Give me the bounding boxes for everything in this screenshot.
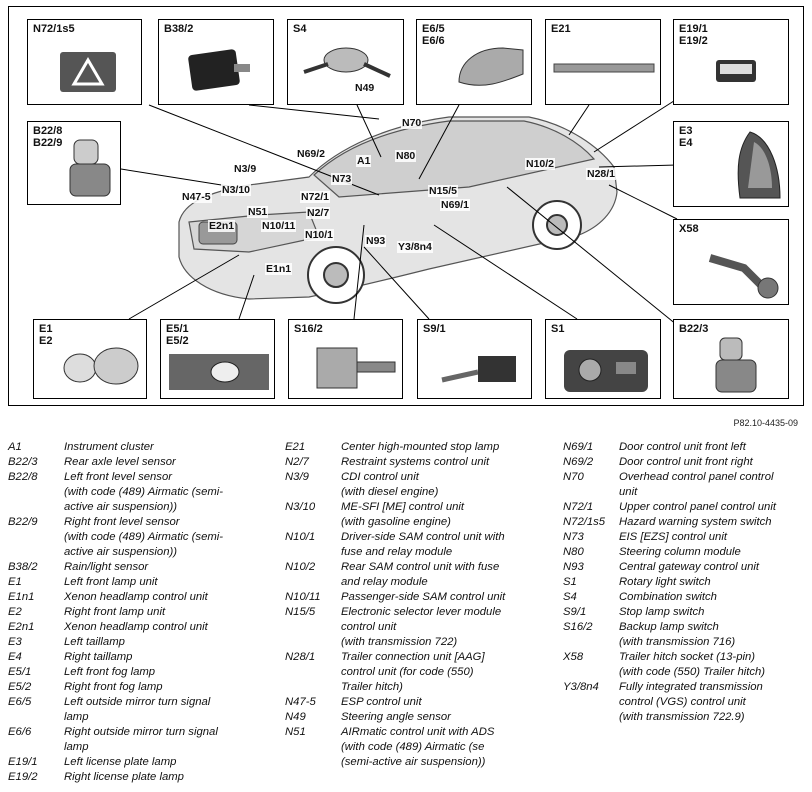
legend-description: Xenon headlamp control unit (64, 621, 208, 633)
legend-row (563, 650, 808, 680)
legend-description: Central gateway control unit (619, 561, 760, 573)
component-box-s1 (545, 319, 661, 399)
stop-lamp-icon (552, 58, 656, 78)
legend-row (285, 605, 560, 650)
legend-column-1 (8, 440, 278, 785)
legend-description: Left outside mirror turn signal lamp (64, 696, 211, 723)
legend-code: N3/10 (285, 501, 316, 513)
legend-row (285, 710, 560, 725)
component-box-label: E21 (551, 23, 571, 35)
legend-description: Passenger-side SAM control unit (341, 591, 506, 603)
legend-description: Left front lamp unit (64, 576, 158, 588)
component-box-label: B22/3 (679, 323, 709, 335)
legend-description: Restraint systems control unit (341, 456, 490, 468)
component-box-e19 (673, 19, 789, 105)
callout-n93: N93 (366, 235, 386, 247)
component-box-n72-1s5 (27, 19, 142, 105)
component-box-e3 (673, 121, 789, 207)
legend-code: E21 (285, 441, 306, 453)
component-location-diagram (8, 6, 804, 406)
legend-description: Right front fog lamp (64, 681, 163, 693)
legend-row (563, 515, 808, 530)
legend-description: Steering column module (619, 546, 741, 558)
legend-code: N69/2 (563, 456, 594, 468)
callout-y3-8n4: Y3/8n4 (398, 241, 432, 253)
legend-row (563, 560, 808, 575)
legend-row (8, 665, 278, 680)
taillamp-icon (730, 128, 786, 204)
legend-row (8, 455, 278, 470)
legend-description: Fully integrated transmission control (VGS) control unit (with transmission 722.9) (619, 681, 763, 723)
legend-code: E1n1 (8, 591, 35, 603)
legend-row (563, 455, 808, 470)
legend-description: Hazard warning system switch (619, 516, 772, 528)
headlamp-icon (58, 340, 144, 396)
component-box-label: E1 E2 (39, 323, 53, 347)
fog-lamp-icon (167, 350, 271, 394)
legend-description: Left front fog lamp (64, 666, 156, 678)
component-box-label: E5/1 E5/2 (166, 323, 189, 347)
legend-row (285, 530, 560, 560)
callout-n2-7: N2/7 (307, 207, 330, 219)
legend-row (8, 725, 278, 755)
legend-description: Electronic selector lever module control unit (with transmission 722) (341, 606, 502, 648)
component-box-label: S16/2 (294, 323, 323, 335)
legend-row (563, 680, 808, 725)
callout-n69-1: N69/1 (441, 199, 470, 211)
legend-row (285, 695, 560, 710)
legend-row (285, 650, 560, 695)
legend-code: N10/11 (285, 591, 321, 603)
legend-description: Overhead control panel control unit (619, 471, 774, 498)
callout-n15-5: N15/5 (429, 185, 458, 197)
component-box-e5 (160, 319, 275, 399)
legend-row (8, 440, 278, 455)
component-box-s9-1 (417, 319, 532, 399)
legend-description: Backup lamp switch (with transmission 716) (619, 621, 736, 648)
callout-n28-1: N28/1 (587, 168, 616, 180)
legend-code: S4 (563, 591, 577, 603)
callout-n70: N70 (402, 117, 422, 129)
callout-e2n1: E2n1 (209, 220, 235, 232)
legend-row (8, 755, 278, 770)
legend-row (285, 455, 560, 470)
legend-description: Xenon headlamp control unit (64, 591, 208, 603)
legend-code: S9/1 (563, 606, 587, 618)
legend-description: Right front level sensor (with code (489) Airmatic (semi- active air suspension)) (64, 516, 224, 558)
legend-code: B38/2 (8, 561, 38, 573)
legend-code: N69/1 (563, 441, 594, 453)
callout-a1: A1 (357, 155, 371, 167)
legend-row (8, 470, 278, 515)
callout-n69-2: N69/2 (297, 148, 326, 160)
legend-code: N2/7 (285, 456, 309, 468)
legend-row (8, 590, 278, 605)
legend-description: Center high-mounted stop lamp (341, 441, 500, 453)
legend-code: E5/1 (8, 666, 32, 678)
legend-description: Trailer connection unit [AAG] control unit (for code (550) Trailer hitch) (341, 651, 485, 693)
legend-row (285, 440, 560, 455)
callout-n80: N80 (396, 150, 416, 162)
combination-switch-icon (298, 38, 394, 88)
legend-code: E6/5 (8, 696, 32, 708)
legend-row (8, 650, 278, 665)
legend-row (563, 620, 808, 650)
legend-row (8, 605, 278, 620)
legend-description: Door control unit front right (619, 456, 753, 468)
callout-n3-9: N3/9 (234, 163, 257, 175)
legend-description: Right license plate lamp (64, 771, 184, 783)
component-box-e6 (416, 19, 532, 105)
legend-row (563, 440, 808, 455)
callout-n51: N51 (248, 206, 268, 218)
callout-n10-11: N10/11 (262, 220, 296, 232)
legend-code: N73 (563, 531, 584, 543)
component-box-label: X58 (679, 223, 699, 235)
hazard-switch-icon (58, 46, 118, 96)
legend-description: AIRmatic control unit with ADS (with code (489) Airmatic (se (semi-active air suspension)) (341, 726, 495, 768)
legend-code: N72/1s5 (563, 516, 606, 528)
legend-description: Left license plate lamp (64, 756, 177, 768)
legend-description: Stop lamp switch (619, 606, 705, 618)
legend-code: N28/1 (285, 651, 316, 663)
mirror-icon (453, 42, 529, 100)
legend-description: Right taillamp (64, 651, 133, 663)
backup-lamp-switch-icon (313, 340, 399, 396)
legend-row (563, 500, 808, 515)
component-box-s16-2 (288, 319, 403, 399)
callout-n72-1: N72/1 (301, 191, 330, 203)
legend-description: Right outside mirror turn signal lamp (64, 726, 218, 753)
legend-description: Driver-side SAM control unit with fuse and relay module (341, 531, 505, 558)
callout-e1n1: E1n1 (266, 263, 292, 275)
legend-description: Trailer hitch socket (13-pin) (with code (550) Trailer hitch) (619, 651, 766, 678)
legend-code: B22/8 (8, 471, 38, 483)
component-box-label: S4 (293, 23, 307, 35)
legend-code: B22/3 (8, 456, 38, 468)
legend-code: E5/2 (8, 681, 32, 693)
component-box-s4 (287, 19, 404, 105)
legend-row (563, 575, 808, 590)
legend-description: Left front level sensor (with code (489) Airmatic (semi- active air suspension)) (64, 471, 224, 513)
legend-row (563, 530, 808, 545)
legend-row (285, 500, 560, 530)
component-box-label: S1 (551, 323, 565, 335)
legend-row (285, 590, 560, 605)
legend-code: N15/5 (285, 606, 316, 618)
callout-n47-5: N47-5 (182, 191, 211, 203)
legend-code: E19/2 (8, 771, 38, 783)
legend-description: Right front lamp unit (64, 606, 166, 618)
legend-description: CDI control unit (with diesel engine) (341, 471, 439, 498)
legend-code: X58 (563, 651, 584, 663)
legend-code: N93 (563, 561, 584, 573)
legend-code: E4 (8, 651, 22, 663)
legend-description: Instrument cluster (64, 441, 154, 453)
legend-description: Rear axle level sensor (64, 456, 176, 468)
legend-row (8, 515, 278, 560)
legend-row (563, 590, 808, 605)
legend-row (563, 470, 808, 500)
callout-n3-10: N3/10 (222, 184, 251, 196)
legend-code: B22/9 (8, 516, 38, 528)
legend-column-2 (285, 440, 560, 770)
component-box-label: E6/5 E6/6 (422, 23, 445, 47)
legend-description: Combination switch (619, 591, 717, 603)
legend-code: N10/1 (285, 531, 316, 543)
component-box-e1 (33, 319, 147, 399)
component-box-label: E19/1 E19/2 (679, 23, 708, 47)
level-sensor-icon (64, 136, 118, 202)
s4-n49-label: N49 (355, 82, 375, 94)
component-box-label: E3 E4 (679, 125, 693, 149)
rotary-light-switch-icon (560, 340, 652, 396)
rain-light-sensor-icon (184, 44, 254, 99)
legend-description: ME-SFI [ME] control unit (with gasoline engine) (341, 501, 465, 528)
legend-code: N47-5 (285, 696, 316, 708)
component-box-label: N72/1s5 (33, 23, 75, 35)
legend-code: E2 (8, 606, 22, 618)
legend-description: Rain/light sensor (64, 561, 149, 573)
legend-row (285, 560, 560, 590)
legend-description: Upper control panel control unit (619, 501, 776, 513)
legend-code: Y3/8n4 (563, 681, 599, 693)
legend-code: S1 (563, 576, 577, 588)
callout-n10-1: N10/1 (305, 229, 334, 241)
figure-reference: P82.10-4435-09 (733, 418, 798, 428)
component-box-label: S9/1 (423, 323, 446, 335)
legend-code: E1 (8, 576, 22, 588)
component-box-label: B22/8 B22/9 (33, 125, 63, 149)
legend-code: N80 (563, 546, 584, 558)
legend-description: EIS [EZS] control unit (619, 531, 727, 543)
legend-code: E19/1 (8, 756, 38, 768)
legend-row (285, 470, 560, 500)
callout-n73: N73 (332, 173, 352, 185)
legend-code: N3/9 (285, 471, 309, 483)
component-box-b22-8 (27, 121, 121, 205)
rear-level-sensor-icon (710, 336, 766, 396)
legend-row (8, 575, 278, 590)
legend-row (8, 635, 278, 650)
component-box-b38-2 (158, 19, 274, 105)
legend-description: Left taillamp (64, 636, 125, 648)
legend-code: E2n1 (8, 621, 35, 633)
trailer-socket-icon (704, 238, 786, 300)
legend-code: A1 (8, 441, 22, 453)
legend-code: N72/1 (563, 501, 594, 513)
legend-row (8, 620, 278, 635)
legend-row (8, 695, 278, 725)
legend-description: ESP control unit (341, 696, 422, 708)
legend-description: Steering angle sensor (341, 711, 451, 723)
callout-n10-2: N10/2 (526, 158, 555, 170)
legend-description: Rotary light switch (619, 576, 711, 588)
stop-lamp-switch-icon (438, 344, 528, 394)
legend-row (285, 725, 560, 770)
legend-row (8, 680, 278, 695)
legend-row (563, 605, 808, 620)
legend-description: Rear SAM control unit with fuse and relay module (341, 561, 500, 588)
component-box-b22-3 (673, 319, 789, 399)
license-plate-lamp-icon (712, 56, 772, 96)
component-box-e21 (545, 19, 661, 105)
legend-description: Door control unit front left (619, 441, 746, 453)
legend-code: E6/6 (8, 726, 32, 738)
component-box-x58 (673, 219, 789, 305)
legend-row (8, 560, 278, 575)
legend-row (8, 770, 278, 785)
component-box-label: B38/2 (164, 23, 194, 35)
legend-code: N49 (285, 711, 306, 723)
legend-code: N51 (285, 726, 306, 738)
legend-code: N70 (563, 471, 584, 483)
legend-code: E3 (8, 636, 22, 648)
legend-code: S16/2 (563, 621, 593, 633)
legend-column-3 (563, 440, 808, 725)
legend-row (563, 545, 808, 560)
legend-code: N10/2 (285, 561, 316, 573)
